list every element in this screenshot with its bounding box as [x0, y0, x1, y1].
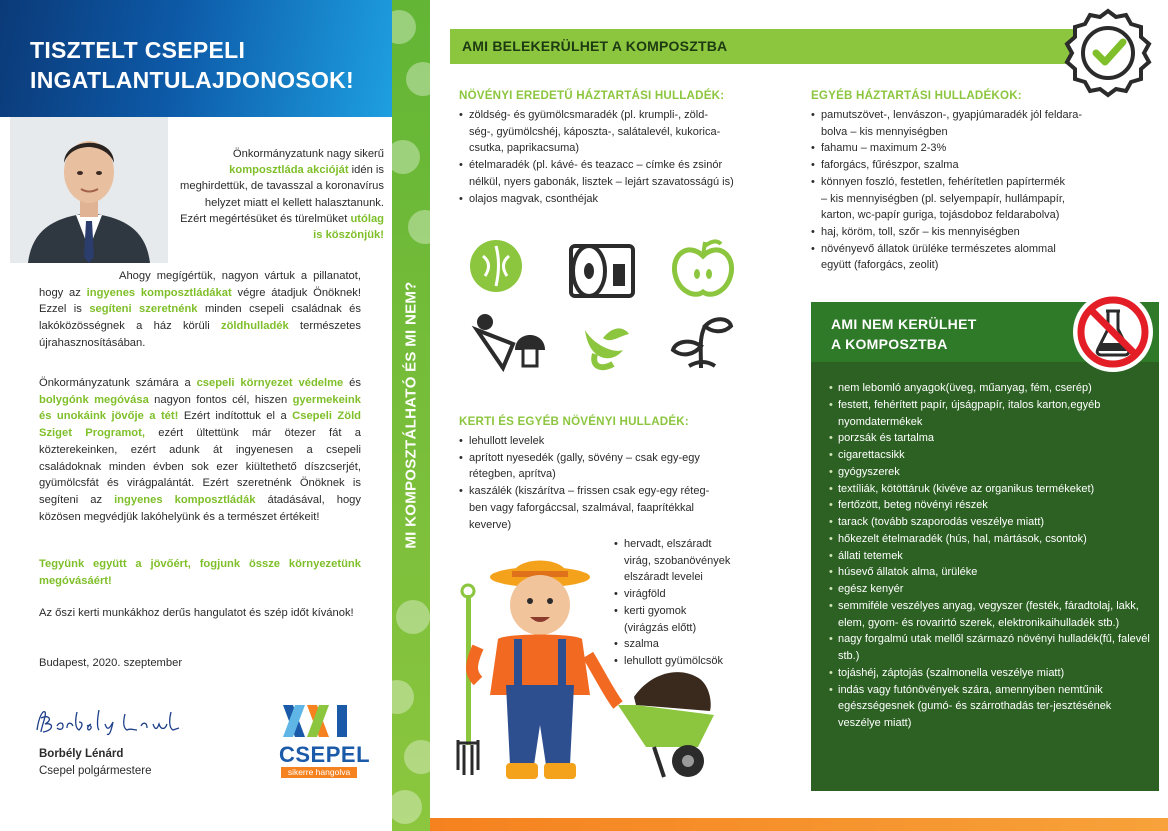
- wheelbarrow-icon: [618, 672, 714, 777]
- mayor-photo: [10, 117, 168, 263]
- list-item: [829, 581, 1154, 598]
- garden-list: [459, 433, 749, 533]
- garden-title: KERTI ÉS EGYÉB NÖVÉNYI HULLADÉK:: [459, 415, 689, 428]
- list-item: [829, 665, 1154, 682]
- list-item-line: állati tetemek: [838, 549, 903, 562]
- list-item: [829, 598, 1154, 632]
- list-item: [811, 157, 1151, 174]
- list-item-line: indás vagy futónövények szára, amennyiben nem: [838, 683, 1080, 696]
- list-item-line: (virágzás előtt): [624, 621, 697, 634]
- list-item-line: tojáshéj, záptojás (szalmonella veszélye miatt): [838, 666, 1065, 679]
- list-item-line: • növényevő állatok ürüléke természetes alommal: [821, 242, 1056, 255]
- list-item: [459, 191, 759, 208]
- vertical-title: MI KOMPOSZTÁLHATÓ ÉS MI NEM?: [402, 281, 420, 549]
- check-badge-icon: [1063, 8, 1153, 98]
- list-item-line: • ételmaradék (pl. kávé- és teazacc – címke és zsinór: [469, 159, 723, 172]
- leaf-decoration: [408, 210, 430, 244]
- list-item-line: bolva – kis mennyiségben: [821, 125, 948, 138]
- list-item-line: csutka, paprikacsuma): [469, 142, 580, 155]
- list-item: [811, 224, 1151, 241]
- list-item-line: virág, szobanövények: [624, 554, 731, 567]
- toilet-roll-icon: [571, 246, 633, 296]
- list-item-line: – kis mennyiségben (pl. selyempapír, hullámpapír,: [821, 192, 1065, 205]
- date-line: Budapest, 2020. szeptember: [39, 657, 183, 669]
- signature-image: [33, 704, 183, 738]
- list-item-line: nélkül, nyers gabonák, lisztek – lejárt szavatosságú is): [469, 175, 734, 188]
- intro-paragraph: Önkormányzatunk nagy sikerű komposztláda akcióját idén is meghirdettük, de tavasszal a koronavírus helyzet miatt el kellett halasztanunk. Ezért megértésüket és türelmüket utólag is köszönjük!: [180, 148, 384, 242]
- household-title: NÖVÉNYI EREDETŰ HÁZTARTÁSI HULLADÉK:: [459, 89, 725, 102]
- xxi-logo-mark: [279, 703, 359, 739]
- leaf-decoration: [404, 740, 430, 774]
- list-item-line: • fahamu – maximum 2-3%: [821, 142, 947, 155]
- can-compost-banner: [450, 29, 1090, 64]
- list-item-line: nem lebomló anyagok: [838, 382, 946, 394]
- list-item-line: • szalma: [624, 638, 659, 651]
- list-item-line: olaj, lakk, elem, gyom- és rovarirtó szerek, elektronikai: [838, 599, 1139, 629]
- list-item-line: • kaszálék (kiszárítva – frissen csak egy-egy réteg-: [469, 485, 710, 498]
- list-item: [829, 564, 1154, 581]
- leaf-decoration: [392, 790, 422, 824]
- apple-icon: [674, 241, 731, 294]
- list-item-line: nagy forgalmú utak mellől származó növényi hulladék: [838, 633, 1100, 646]
- list-item-line: húsevő állatok alma, ürüléke: [838, 566, 978, 579]
- list-item-line: rétegben, aprítva): [469, 468, 556, 481]
- list-item-line: semmiféle veszélyes anyag, vegyszer (festék, fáradt: [838, 599, 1093, 612]
- list-item-line: ben vagy faforgáccsal, szalmával, faaprítékkal: [469, 501, 695, 514]
- list-item: [829, 481, 1154, 498]
- bottom-accent-stripe: [430, 818, 1168, 831]
- logo-tagline: sikerre hangolva: [281, 767, 357, 778]
- list-item: [459, 450, 749, 483]
- cannot-compost-list: [829, 380, 1154, 732]
- list-item-line: • zöldség- és gyümölcsmaradék (pl. krumpli-, zöld-: [469, 109, 709, 121]
- other-household-list: [811, 107, 1151, 274]
- list-item-line: • könnyen foszló, festetlen, fehérítetlen papírtermék: [821, 175, 1065, 188]
- list-item-line: fertőzött, beteg növényi részek: [838, 499, 988, 512]
- paragraph-1: Ahogy megígértük, nagyon vártuk a pillanatot, hogy az ingyenes komposztládákat végre átadjuk Önöknek! Ezzel is segíteni szeretnénk minden csepeli családnak és lakóközösségnek a ház körüli zöldhulladék természetes újrahasznosításában.: [39, 270, 362, 349]
- list-item-line: tarack (tovább szaporodás veszélye miatt): [838, 516, 1045, 528]
- paragraph-2: Önkormányzatunk számára a csepeli környezet védelme és bolygónk megóvása nagyon fontos cél, hiszen gyermekeink és unokáink jövője a tét! Ezért indítottuk el a Csepeli Zöld Sziget Programot, ezért ültettünk már ötezer fát a közterekeinken, ezért adunk át ingyenesen a csepeli családoknak minden évben sok ezer kiültethető díszcserjét, gyümölcsfát és virágpalántát. Ezért szeretnénk Önöknek is segíteni az ingyenes komposztládák átadásával, hogy közösen megvédjük lakóhelyünk és a természet értékeit!: [39, 377, 362, 523]
- list-item-line: hulladék stb.): [1053, 616, 1120, 629]
- compostable-icons: [463, 234, 748, 376]
- signer-title: Csepel polgármestere: [39, 765, 152, 777]
- list-item: [829, 548, 1154, 565]
- letter-column: [0, 0, 392, 831]
- list-item-line: együtt (faforgács, zeolit): [821, 259, 939, 272]
- list-item: [459, 107, 759, 157]
- list-item: [811, 241, 1151, 274]
- list-item-line: • lehullott levelek: [469, 435, 545, 447]
- leaf-decoration: [406, 62, 430, 96]
- list-item-line: jesztésének veszélye miatt): [838, 700, 1112, 729]
- list-item: [829, 397, 1154, 431]
- list-item-line: porzsák és tartalma: [838, 432, 934, 445]
- list-item: [829, 631, 1154, 665]
- list-item-line: egyéb nyomdatermékek: [838, 398, 1101, 428]
- call-to-action: Tegyünk együtt a jövőért, fogjunk össze környezetünk megóvásáért!: [39, 558, 361, 587]
- list-item-line: • kerti gyomok: [624, 604, 687, 617]
- cabbage-icon: [470, 240, 522, 292]
- other-household-title: EGYÉB HÁZTARTÁSI HULLADÉKOK:: [811, 89, 1022, 102]
- prohibited-chemicals-icon: [1072, 291, 1154, 373]
- list-item-line: keverve): [469, 518, 512, 531]
- list-item-line: (üveg, műanyag, fém, cserép): [945, 382, 1092, 394]
- list-item-line: elszáradt levelei: [624, 571, 703, 584]
- list-item: [811, 140, 1151, 157]
- list-item: [459, 433, 749, 450]
- list-item: [459, 157, 759, 190]
- sprout-icon: [673, 319, 731, 368]
- logo-name: CSEPEL: [279, 742, 371, 767]
- list-item: [459, 483, 749, 533]
- list-item-line: (fű, falevél stb.): [838, 633, 1150, 662]
- leaf-decoration: [392, 680, 414, 714]
- can-compost-title: AMI BELEKERÜLHET A KOMPOSZTBA: [462, 38, 728, 54]
- list-item: [829, 514, 1154, 531]
- list-item-line: egész kenyér: [838, 583, 904, 595]
- list-item-line: gyógyszerek: [838, 465, 900, 478]
- list-item-line: ség-, gyümölcshéj, káposzta-, salátalevél, kukorica-: [469, 125, 721, 138]
- list-item-line: • haj, köröm, toll, szőr – kis mennyiségben: [821, 225, 1020, 238]
- list-item-line: • virágföld: [624, 588, 666, 601]
- list-item-line: textíliák, kötöttáruk (kivéve az organikus termékeket): [838, 482, 1095, 495]
- carrot-mushroom-icon: [477, 314, 545, 368]
- csepel-logo: [279, 703, 371, 783]
- title-band: [0, 0, 392, 117]
- list-item: [811, 107, 1151, 140]
- list-item: [829, 497, 1154, 514]
- banana-peel-icon: [585, 328, 629, 367]
- cannot-compost-panel: [811, 302, 1159, 791]
- signer-name: Borbély Lénárd: [39, 748, 124, 760]
- leaf-decoration: [392, 10, 416, 44]
- farmer-illustration: [450, 555, 725, 795]
- list-item-line: • aprított nyesedék (gally, sövény – csak egy-egy: [469, 451, 700, 464]
- cannot-compost-title: AMI NEM KERÜLHET A KOMPOSZTBA: [831, 316, 977, 352]
- list-item-line: tűnik egészségesnek (gumó- és szárrothadás ter-: [838, 683, 1103, 713]
- list-item-line: karton, wc-papír guriga, tojásdoboz feldarabolva): [821, 209, 1060, 222]
- list-item-line: hőkezelt ételmaradék (hús, hal, mártások, csontok): [838, 532, 1087, 545]
- list-item-line: • pamutszövet-, lenvászon-, gyapjúmaradék jól feldara-: [821, 109, 1083, 121]
- vertical-title-strip: [392, 0, 430, 831]
- list-item: [829, 531, 1154, 548]
- wishes-paragraph: Az őszi kerti munkákhoz derűs hangulatot és szép időt kívánok!: [39, 607, 354, 619]
- list-item: [811, 174, 1151, 224]
- list-item-line: • lehullott gyümölcsök: [624, 654, 724, 667]
- page-title: TISZTELT CSEPELI INGATLANTULAJDONOSOK!: [30, 37, 355, 93]
- list-item: [829, 380, 1154, 397]
- signer-block: [39, 746, 152, 780]
- leaf-decoration: [396, 600, 430, 634]
- leaf-decoration: [392, 140, 420, 174]
- list-item: [829, 447, 1154, 464]
- list-item: [829, 682, 1154, 732]
- list-item-line: • hervadt, elszáradt: [624, 538, 712, 550]
- list-item-line: • olajos magvak, csonthéjak: [469, 192, 599, 205]
- household-list: [459, 107, 759, 207]
- list-item-line: festett, fehérített papír, újságpapír, italos karton,: [838, 398, 1071, 411]
- list-item: [829, 430, 1154, 447]
- list-item-line: cigarettacsikk: [838, 449, 905, 461]
- list-item: [829, 464, 1154, 481]
- list-item-line: • faforgács, fűrészpor, szalma: [821, 159, 959, 172]
